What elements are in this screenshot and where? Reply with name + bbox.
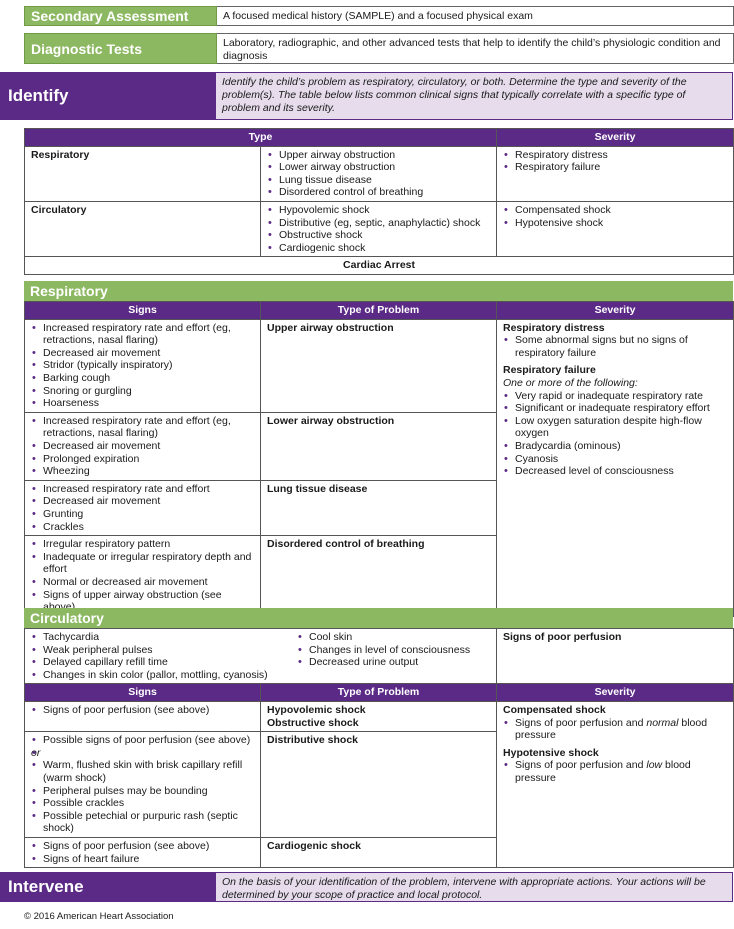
circulatory-severity xyxy=(497,201,734,256)
list-item: • Signs of poor perfusion and normal blood pressure xyxy=(503,717,727,742)
respiratory-types xyxy=(261,146,497,201)
list-item: • Compensated shock xyxy=(503,204,727,217)
circulatory-section xyxy=(24,608,733,868)
problem-cell xyxy=(261,701,497,731)
list-item: • Changes in skin color (pallor, mottling, cyanosis) xyxy=(31,669,297,682)
list-item: • Decreased level of consciousness xyxy=(503,465,727,478)
list-item: • Changes in level of consciousness xyxy=(297,644,496,657)
problem-header: Type of Problem xyxy=(261,684,497,702)
list-item: • Cyanosis xyxy=(503,453,727,466)
severity-header: Severity xyxy=(497,302,734,320)
cardiac-arrest: Cardiac Arrest xyxy=(25,257,734,275)
signs-header: Signs xyxy=(25,302,261,320)
list-item: • Lower airway obstruction xyxy=(267,161,490,174)
obstructive-shock: Obstructive shock xyxy=(267,716,359,729)
list-item: • Decreased air movement xyxy=(31,440,254,453)
type-header: Type xyxy=(25,129,497,147)
diagnostic-tests-desc: Laboratory, radiographic, and other advanced tests that help to identify the child’s physiologic condition and diagnosis xyxy=(217,33,734,64)
compensated-shock-title: Compensated shock xyxy=(503,703,606,716)
list-item: • Warm, flushed skin with brisk capillary refill (warm shock) xyxy=(31,759,254,784)
list-item: • Wheezing xyxy=(31,465,254,478)
severity-header: Severity xyxy=(497,684,734,702)
list-item: • Cool skin xyxy=(297,631,496,644)
list-item: • Snoring or gurgling xyxy=(31,385,254,398)
list-item: • Signs of upper airway obstruction (see xyxy=(31,589,254,614)
respiratory-severity xyxy=(497,146,734,201)
table-row xyxy=(25,629,734,684)
list-item: • Crackles xyxy=(31,521,254,534)
list-item: • Hypovolemic shock xyxy=(267,204,490,217)
secondary-assessment-row xyxy=(24,6,734,26)
list-item: • Possible crackles xyxy=(31,797,254,810)
list-item: • Barking cough xyxy=(31,372,254,385)
list-item: • Increased respiratory rate and effort xyxy=(31,483,254,496)
signs-header: Signs xyxy=(25,684,261,702)
list-item: • Cardiogenic shock xyxy=(267,242,490,255)
perfusion-label: Signs of poor perfusion xyxy=(497,629,734,684)
list-item: • Very rapid or inadequate respiratory rate xyxy=(503,390,727,403)
list-item: • Disordered control of breathing xyxy=(267,186,490,199)
severity-header: Severity xyxy=(497,129,734,147)
list-item: • Normal or decreased air movement xyxy=(31,576,254,589)
table-row xyxy=(25,319,734,412)
identify-label: Identify xyxy=(0,72,215,120)
list-item: • Possible signs of poor perfusion (see above) xyxy=(31,734,254,747)
identify-desc: Identify the child’s problem as respiratory, circulatory, or both. Determine the type and severity of the problem(s). The table below lists common clinical signs that typically correlate with a specific type of problem and its severity. xyxy=(215,72,733,120)
list-item: • Low oxygen saturation despite high-flow oxygen xyxy=(503,415,727,440)
circulatory-severity-cell xyxy=(497,701,734,867)
list-item: • Peripheral pulses may be bounding xyxy=(31,785,254,798)
list-item: • Signs of poor perfusion (see above) xyxy=(31,840,254,853)
respiratory-type-label: Respiratory xyxy=(25,146,261,201)
resp-failure-subtitle: One or more of the following: xyxy=(503,376,638,389)
diagnostic-tests-row xyxy=(24,33,734,64)
diagnostic-tests-label: Diagnostic Tests xyxy=(24,33,217,64)
problem-header: Type of Problem xyxy=(261,302,497,320)
circulatory-types xyxy=(261,201,497,256)
secondary-assessment-desc: A focused medical history (SAMPLE) and a focused physical exam xyxy=(217,6,734,26)
intervene-desc: On the basis of your identification of the problem, intervene with appropriate actions. Your actions will be determined by your scope of practice and local protocol. xyxy=(215,872,733,902)
list-item: • Prolonged expiration xyxy=(31,453,254,466)
problem-cell: Lung tissue disease xyxy=(261,480,497,535)
intervene-label: Intervene xyxy=(0,872,215,902)
circulatory-type-label: Circulatory xyxy=(25,201,261,256)
list-item: • Tachycardia xyxy=(31,631,297,644)
respiratory-title: Respiratory xyxy=(24,281,733,301)
list-item: • Increased respiratory rate and effort (eg, retractions, nasal flaring) xyxy=(31,415,254,440)
or-text: • or xyxy=(31,747,254,760)
perfusion-signs-cell xyxy=(25,629,497,684)
list-item: • Signs of poor perfusion and low blood pressure xyxy=(503,759,727,784)
resp-distress-title: Respiratory distress xyxy=(503,321,605,334)
list-item: • Decreased air movement xyxy=(31,495,254,508)
respiratory-section xyxy=(24,281,733,617)
resp-failure-title: Respiratory failure xyxy=(503,364,596,377)
list-item: • Bradycardia (ominous) xyxy=(503,440,727,453)
list-item: • Distributive (eg, septic, anaphylactic) shock xyxy=(267,217,490,230)
list-item: • Signs of poor perfusion (see above) xyxy=(31,704,254,717)
respiratory-severity-cell xyxy=(497,319,734,616)
list-item: • Increased respiratory rate and effort (eg, retractions, nasal flaring) xyxy=(31,322,254,347)
copyright: © 2016 American Heart Association xyxy=(24,911,174,922)
list-item: • Possible petechial or purpuric rash (septic shock) xyxy=(31,810,254,835)
problem-cell: Cardiogenic shock xyxy=(261,837,497,867)
list-item: • Respiratory distress xyxy=(503,149,727,162)
list-item: • Weak peripheral pulses xyxy=(31,644,297,657)
list-item: • Significant or inadequate respiratory effort xyxy=(503,402,727,415)
list-item: • Inadequate or irregular respiratory depth and effort xyxy=(31,551,254,576)
problem-cell: Distributive shock xyxy=(261,732,497,838)
list-item: • Upper airway obstruction xyxy=(267,149,490,162)
list-item: • Irregular respiratory pattern xyxy=(31,538,254,551)
list-item: • Decreased air movement xyxy=(31,347,254,360)
list-item: • Decreased urine output xyxy=(297,656,496,669)
secondary-assessment-label: Secondary Assessment xyxy=(24,6,217,26)
list-item: • Delayed capillary refill time xyxy=(31,656,297,669)
list-item: • Grunting xyxy=(31,508,254,521)
list-item: • Hypotensive shock xyxy=(503,217,727,230)
hypotensive-shock-title: Hypotensive shock xyxy=(503,746,599,759)
list-item: • Some abnormal signs but no signs of respiratory failure xyxy=(503,334,727,359)
table-row xyxy=(25,701,734,731)
list-item: • Hoarseness xyxy=(31,397,254,410)
problem-cell: Lower airway obstruction xyxy=(261,412,497,480)
hypovolemic-shock: Hypovolemic shock xyxy=(267,703,366,716)
list-item: • Signs of heart failure xyxy=(31,853,254,866)
type-severity-table xyxy=(24,128,733,275)
problem-cell: Upper airway obstruction xyxy=(261,319,497,412)
list-item: • Obstructive shock xyxy=(267,229,490,242)
problem-cell: Disordered control of breathing xyxy=(261,536,497,617)
list-item: • Stridor (typically inspiratory) xyxy=(31,359,254,372)
list-item: • Lung tissue disease xyxy=(267,174,490,187)
list-item: • Respiratory failure xyxy=(503,161,727,174)
circulatory-title: Circulatory xyxy=(24,608,733,628)
